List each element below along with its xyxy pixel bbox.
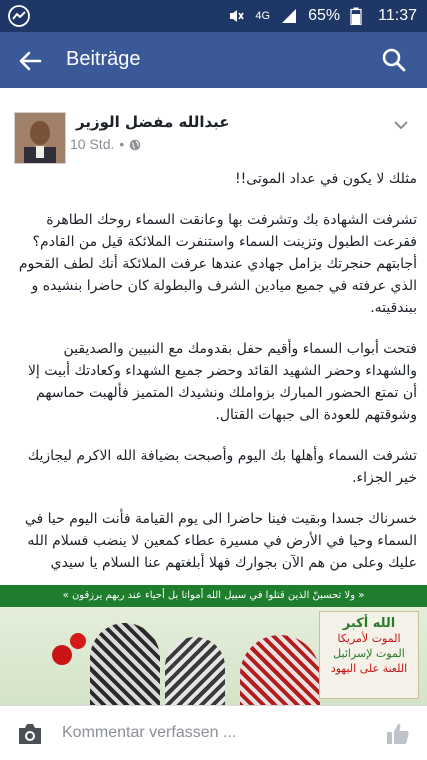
post-paragraph: فتحت أبواب السماء وأقيم حفل بقدومك مع النبيين والصديقين والشهداء وحضر الشهيد القائد وحضر جميع الشهداء وكعادتك أبيت إلا أن تمتع الحضور المبارك بزواملك ونشيدك المتميز فألهبت حماسهم وشوقتهم للعودة الى جبهات القتال. xyxy=(27,341,417,423)
poster-line: الموت لإسرائيل xyxy=(333,647,405,660)
post-paragraph: تشرفت الشهادة بك وتشرفت بها وعانقت السماء روحك الطاهرة فقرعت الطبول وتزينت السماء واستنفرت الملائكة قيل من القادم؟ أجابتهم حنجرتك بزامل جهادي عندها عرفت الملائكة أنك لطف القحوم الذي عرفته في جميع ميادين الشرف والبطولة كان حاضرا بنشيده و ببندقيته. xyxy=(18,212,417,316)
post-time: 10 Std. xyxy=(70,136,115,152)
slogan-poster xyxy=(319,611,419,699)
person-figure xyxy=(240,635,320,705)
search-icon[interactable] xyxy=(381,47,407,73)
network-label: 4G xyxy=(255,10,271,22)
poster-title: الله أكبر xyxy=(342,616,396,631)
chevron-down-icon[interactable] xyxy=(393,116,409,128)
battery-percent: 65% xyxy=(308,7,341,24)
post-paragraph: تشرفت السماء وأهلها بك اليوم وأصبحت بضيافة الله الاكرم ليجازيك خير الجزاء. xyxy=(27,448,417,486)
poster-line: الموت لأمريكا xyxy=(337,632,401,645)
rose-icon xyxy=(70,633,86,649)
comment-bar xyxy=(0,705,427,760)
post-meta xyxy=(70,136,141,152)
poster-line: اللعنة على اليهود xyxy=(330,662,408,675)
avatar[interactable] xyxy=(14,112,66,164)
post-text xyxy=(10,168,417,593)
like-icon[interactable] xyxy=(385,721,411,747)
back-arrow-icon[interactable] xyxy=(16,47,44,75)
camera-icon[interactable] xyxy=(16,722,44,746)
status-bar xyxy=(0,0,427,32)
messenger-icon xyxy=(8,5,30,27)
page-title: Beiträge xyxy=(66,48,141,70)
clock: 11:37 xyxy=(378,7,417,24)
comment-input[interactable] xyxy=(62,720,362,746)
mute-icon xyxy=(227,7,245,25)
app-bar xyxy=(0,32,427,88)
post-paragraph: مثلك لا يكون في عداد الموتى!! xyxy=(235,171,417,187)
signal-icon xyxy=(280,7,298,25)
image-banner: « ولا تحسبنّ الذين قتلوا في سبيل الله أمواتا بل أحياء عند ربهم يرزقون » xyxy=(0,585,427,607)
meta-separator: • xyxy=(119,136,125,152)
post-paragraph: خسرناك جسدا وبقيت فينا حاضرا الى يوم القيامة فأنت اليوم حيا في السماء وحيا في الأرض في مسيرة عطاء كمعين لا ينضب فسلام الله عليك وعلى من هم الآن بجوارك فهلا أبلغتهم عنا السلام يا سيدي xyxy=(24,511,417,571)
person-figure xyxy=(165,637,225,705)
post-image[interactable] xyxy=(0,585,427,705)
person-figure xyxy=(90,623,160,705)
author-name[interactable]: عبدالله مفضل الوزير xyxy=(76,113,230,131)
battery-icon xyxy=(350,7,368,25)
globe-icon xyxy=(129,138,141,150)
rose-icon xyxy=(52,645,72,665)
